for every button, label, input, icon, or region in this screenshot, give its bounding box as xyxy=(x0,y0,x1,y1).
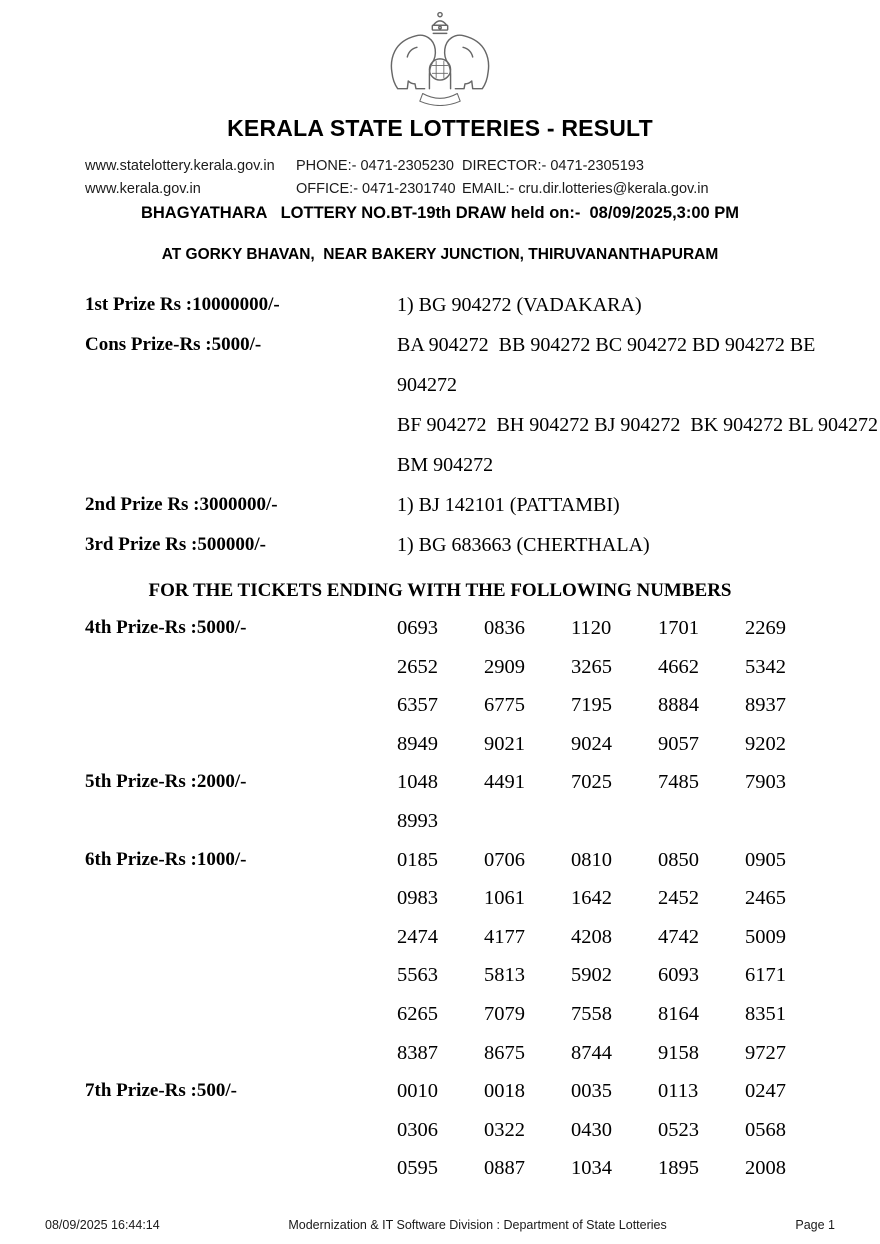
prize-result xyxy=(397,525,880,565)
ticket-number: 7558 xyxy=(571,1002,612,1025)
prize-result xyxy=(397,485,880,525)
ticket-number: 8675 xyxy=(484,1041,525,1064)
prize-label: 6th Prize-Rs :1000/- xyxy=(85,848,247,870)
ticket-number: 8993 xyxy=(397,809,438,832)
ticket-number: 0035 xyxy=(571,1080,612,1103)
ticket-number-grid xyxy=(397,763,880,840)
ticket-number: 0430 xyxy=(571,1118,612,1141)
ticket-number: 7025 xyxy=(571,771,612,794)
prize-section-4th xyxy=(85,609,880,763)
print-timestamp: 08/09/2025 16:44:14 xyxy=(45,1218,160,1232)
contact-info xyxy=(0,155,880,201)
prize-label: 2nd Prize Rs :3000000/- xyxy=(85,494,278,515)
ticket-number-row xyxy=(397,879,880,918)
ticket-number-grid xyxy=(397,609,880,763)
ticket-number: 0810 xyxy=(571,848,612,871)
ticket-number: 0595 xyxy=(397,1157,438,1180)
ticket-number: 0306 xyxy=(397,1118,438,1141)
ticket-number: 0706 xyxy=(484,848,525,871)
winning-ticket: 1) BJ 142101 (PATTAMBI) xyxy=(397,494,620,516)
ticket-number-row xyxy=(397,1034,880,1073)
phone-number: PHONE:- 0471-2305230 xyxy=(296,158,454,174)
winning-ticket: 1) BG 904272 (VADAKARA) xyxy=(397,294,642,316)
ticket-number: 2652 xyxy=(397,655,438,678)
ticket-number: 2269 xyxy=(745,617,786,639)
prize-result xyxy=(397,285,880,325)
ticket-number: 2008 xyxy=(745,1157,786,1180)
prize-label: 7th Prize-Rs :500/- xyxy=(85,1080,237,1102)
ticket-number-row xyxy=(397,648,880,687)
ticket-number-row xyxy=(397,609,880,648)
ticket-number-row xyxy=(397,841,880,880)
ticket-number: 5342 xyxy=(745,655,786,678)
ending-prizes-section xyxy=(0,609,880,1188)
page-number: Page 1 xyxy=(795,1218,835,1232)
ticket-number: 9158 xyxy=(658,1041,699,1064)
winning-ticket: 1) BG 683663 (CHERTHALA) xyxy=(397,534,650,556)
ticket-number: 0018 xyxy=(484,1080,525,1103)
ticket-number-row xyxy=(397,686,880,725)
ticket-number: 0905 xyxy=(745,848,786,871)
ticket-number: 7079 xyxy=(484,1002,525,1025)
director-number: DIRECTOR:- 0471-2305193 xyxy=(462,158,644,174)
ticket-number: 0983 xyxy=(397,887,438,910)
ticket-number-row xyxy=(397,725,880,764)
winning-ticket: BF 904272 BH 904272 BJ 904272 BK 904272 BL 904272 xyxy=(397,414,878,436)
email-address: EMAIL:- cru.dir.lotteries@kerala.gov.in xyxy=(462,181,709,197)
ticket-number: 2452 xyxy=(658,887,699,910)
ticket-number: 0010 xyxy=(397,1080,438,1103)
ticket-number: 2474 xyxy=(397,925,438,948)
ticket-number: 0568 xyxy=(745,1118,786,1141)
ticket-number: 5902 xyxy=(571,964,612,987)
prize-label: 1st Prize Rs :10000000/- xyxy=(85,294,280,315)
ticket-number: 5009 xyxy=(745,925,786,948)
ticket-number: 1034 xyxy=(571,1157,612,1180)
ticket-number: 5813 xyxy=(484,964,525,987)
ticket-number: 7195 xyxy=(571,694,612,717)
ticket-number: 9057 xyxy=(658,732,699,755)
ticket-number: 6775 xyxy=(484,694,525,717)
ticket-number: 2909 xyxy=(484,655,525,678)
ticket-number: 6093 xyxy=(658,964,699,987)
ending-numbers-heading: FOR THE TICKETS ENDING WITH THE FOLLOWING NUMBERS xyxy=(148,580,732,601)
ticket-number: 0113 xyxy=(658,1080,699,1103)
ticket-number: 0322 xyxy=(484,1118,525,1141)
ticket-number: 0693 xyxy=(397,617,438,639)
contact-row-2 xyxy=(85,178,880,201)
ticket-number: 0523 xyxy=(658,1118,699,1141)
prize-label: 3rd Prize Rs :500000/- xyxy=(85,534,266,555)
ticket-number: 8744 xyxy=(571,1041,612,1064)
ticket-number: 0836 xyxy=(484,617,525,639)
winning-ticket: BA 904272 BB 904272 BC 904272 BD 904272 BE 904272 xyxy=(397,334,821,396)
prize-section-5th xyxy=(85,763,880,840)
ticket-number: 8937 xyxy=(745,694,786,717)
prize-label: 5th Prize-Rs :2000/- xyxy=(85,771,247,793)
ticket-number-grid xyxy=(397,1072,880,1188)
ticket-number: 4742 xyxy=(658,925,699,948)
prize-label: Cons Prize-Rs :5000/- xyxy=(85,334,262,355)
ticket-number: 8164 xyxy=(658,1002,699,1025)
ticket-number: 8387 xyxy=(397,1041,438,1064)
ticket-number: 8884 xyxy=(658,694,699,717)
ticket-number: 6265 xyxy=(397,1002,438,1025)
prize-section-7th xyxy=(85,1072,880,1188)
ticket-number: 4491 xyxy=(484,771,525,794)
page-footer xyxy=(0,1218,880,1232)
ticket-number: 9727 xyxy=(745,1041,786,1064)
ticket-number: 1120 xyxy=(571,617,612,639)
ticket-number: 6171 xyxy=(745,964,786,987)
ticket-number: 0850 xyxy=(658,848,699,871)
website-statelottery: www.statelottery.kerala.gov.in xyxy=(85,158,275,174)
prize-result xyxy=(397,325,880,485)
page-title: KERALA STATE LOTTERIES - RESULT xyxy=(227,115,653,141)
ticket-number: 4662 xyxy=(658,655,699,678)
prize-section-consolation xyxy=(85,325,880,485)
ticket-number: 1048 xyxy=(397,771,438,794)
ticket-number: 9202 xyxy=(745,732,786,755)
prize-section-3rd xyxy=(85,525,880,565)
winning-ticket: BM 904272 xyxy=(397,454,494,476)
ticket-number-row xyxy=(397,956,880,995)
ticket-number: 1895 xyxy=(658,1157,699,1180)
ticket-number: 8949 xyxy=(397,732,438,755)
ticket-number: 7485 xyxy=(658,771,699,794)
office-number: OFFICE:- 0471-2301740 xyxy=(296,181,456,197)
ticket-number-row xyxy=(397,995,880,1034)
ticket-number-row xyxy=(397,1072,880,1111)
contact-row-1 xyxy=(85,155,880,178)
ticket-number-row xyxy=(397,1149,880,1188)
ticket-number: 4177 xyxy=(484,925,525,948)
kerala-government-emblem-icon xyxy=(381,6,499,106)
ticket-number: 9021 xyxy=(484,732,525,755)
ticket-number-grid xyxy=(397,841,880,1073)
ticket-number: 1061 xyxy=(484,887,525,910)
ticket-number-row xyxy=(397,1111,880,1150)
website-kerala: www.kerala.gov.in xyxy=(85,181,201,197)
ticket-number: 0185 xyxy=(397,848,438,871)
ticket-number: 2465 xyxy=(745,887,786,910)
ticket-number: 3265 xyxy=(571,655,612,678)
ticket-number: 0247 xyxy=(745,1080,786,1103)
ticket-number: 5563 xyxy=(397,964,438,987)
ticket-number: 8351 xyxy=(745,1002,786,1025)
ticket-number: 1642 xyxy=(571,887,612,910)
venue-line: AT GORKY BHAVAN, NEAR BAKERY JUNCTION, THIRUVANANTHAPURAM xyxy=(161,246,719,263)
prize-section-6th xyxy=(85,841,880,1073)
ticket-number: 6357 xyxy=(397,694,438,717)
prize-section-1st xyxy=(85,285,880,325)
ticket-number: 9024 xyxy=(571,732,612,755)
ticket-number-row xyxy=(397,802,880,841)
prize-section-2nd xyxy=(85,485,880,525)
ticket-number-row xyxy=(397,918,880,957)
ticket-number: 1701 xyxy=(658,617,699,639)
prize-label: 4th Prize-Rs :5000/- xyxy=(85,617,247,638)
ticket-number: 4208 xyxy=(571,925,612,948)
ticket-number: 7903 xyxy=(745,771,786,794)
ticket-number: 0887 xyxy=(484,1157,525,1180)
division-label: Modernization & IT Software Division : Department of State Lotteries xyxy=(288,1218,667,1232)
top-prizes-section xyxy=(0,285,880,565)
ticket-number-row xyxy=(397,763,880,802)
draw-title: BHAGYATHARA LOTTERY NO.BT-19th DRAW held on:- 08/09/2025,3:00 PM xyxy=(140,204,740,222)
